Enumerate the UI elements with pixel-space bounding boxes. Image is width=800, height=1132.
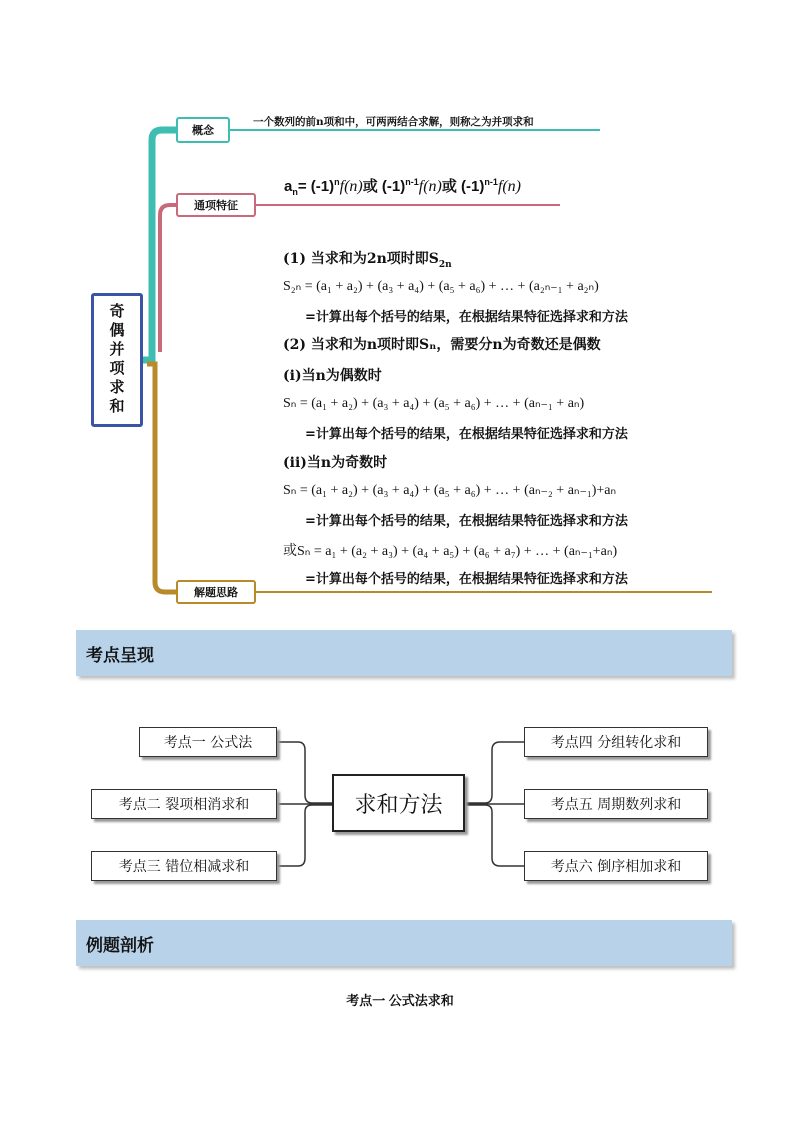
method-box-left-1: 考点一 公式法: [139, 727, 277, 757]
general-term-formula: $a_n= (-1)^nf(n)$或 $(-1)^{n-1}f(n)$或 $(-1)^{n-1}f(n)$: [284, 177, 521, 197]
methods-center-label: 求和方法: [354, 792, 443, 818]
methods-center: [332, 774, 465, 832]
branch-solving: [176, 580, 256, 604]
section-exam-points: [76, 630, 732, 676]
branch-concept: [176, 117, 230, 143]
mindmap-root: [91, 293, 143, 427]
case2-heading: (2) 当求和为n项时即Sₙ，需要分n为奇数还是偶数: [283, 337, 601, 353]
branch-solving-label: 解题思路: [194, 586, 238, 599]
note-3: =计算出每个括号的结果，在根据结果特征选择求和方法: [305, 514, 628, 529]
case2-even-formula: Sₙ = (a₁ + a₂) + (a₃ + a₄) + (a₅ + a₆) + … + (aₙ₋₁ + aₙ): [283, 396, 585, 411]
note-1: =计算出每个括号的结果，在根据结果特征选择求和方法: [305, 310, 628, 325]
branch-general-term: [176, 193, 256, 217]
method-box-left-2: 考点二 裂项相消求和: [91, 789, 277, 819]
case1-formula: S₂ₙ = (a₁ + a₂) + (a₃ + a₄) + (a₅ + a₆) + … + (a₂ₙ₋₁ + a₂ₙ): [283, 279, 599, 294]
case2-odd-formula: Sₙ = (a₁ + a₂) + (a₃ + a₄) + (a₅ + a₆) + … + (aₙ₋₂ + aₙ₋₁)+aₙ: [283, 483, 617, 498]
method-box-right-1: 考点四 分组转化求和: [524, 727, 708, 757]
subsection-title: 考点一 公式法求和: [346, 993, 454, 1008]
case2-odd-heading: (ii)当n为奇数时: [283, 455, 388, 471]
method-box-right-2: 考点五 周期数列求和: [524, 789, 708, 819]
branch-concept-label: 概念: [192, 124, 214, 137]
section-exam-points-title: 考点呈现: [86, 645, 154, 665]
note-2: =计算出每个括号的结果，在根据结果特征选择求和方法: [305, 427, 628, 442]
case2-even-heading: (i)当n为偶数时: [283, 368, 382, 384]
section-examples-title: 例题剖析: [86, 935, 154, 955]
section-examples: [76, 920, 732, 966]
note-4: =计算出每个括号的结果，在根据结果特征选择求和方法: [305, 572, 628, 587]
concept-text: 一个数列的前n项和中，可两两结合求解，则称之为并项求和: [253, 116, 534, 128]
method-box-left-3: 考点三 错位相减求和: [91, 851, 277, 881]
mindmap-root-label: 奇偶并项求和: [107, 303, 126, 417]
branch-general-term-label: 通项特征: [194, 199, 238, 212]
case2-odd-alt-formula: 或Sₙ = a₁ + (a₂ + a₃) + (a₄ + a₅) + (a₆ + a₇) + … + (aₙ₋₁+aₙ): [283, 544, 618, 559]
case1-heading: (1) 当求和为2n项时即$S_{2n}$: [283, 251, 452, 270]
method-box-right-3: 考点六 倒序相加求和: [524, 851, 708, 881]
